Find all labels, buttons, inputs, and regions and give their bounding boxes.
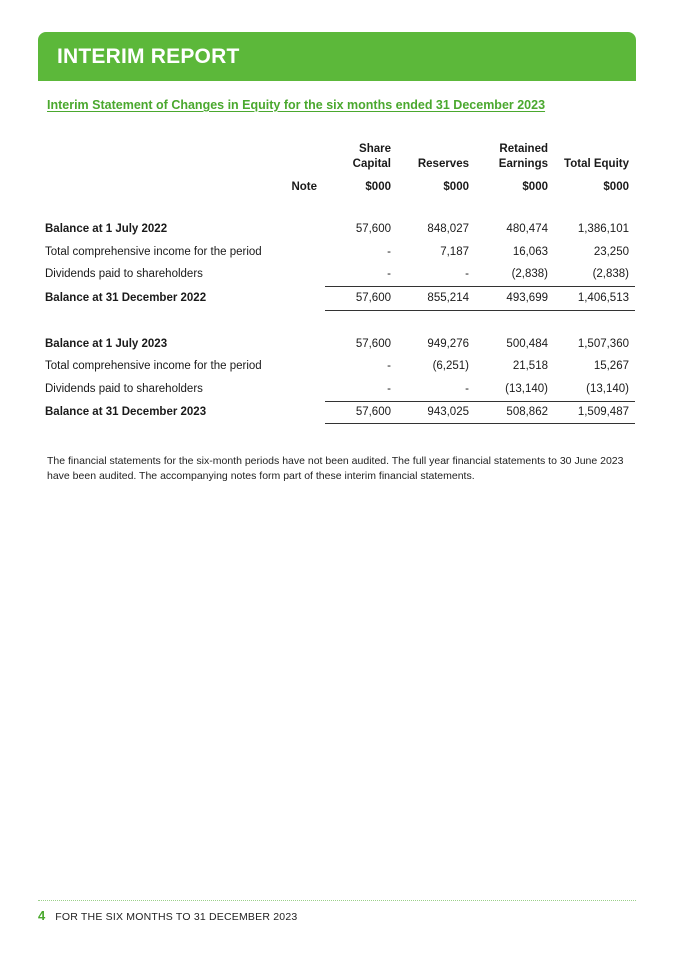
table-row [45,223,635,243]
col-share-unit: $000 [365,181,391,193]
cell-share: 57,600 [355,292,391,304]
cell-retained: 480,474 [506,223,548,235]
table-row [45,292,635,312]
table-row [45,246,635,266]
cell-reserves: 943,025 [427,406,469,418]
cell-total: 1,507,360 [577,338,629,350]
col-share-line1: Share [359,143,391,155]
row-label: Dividends paid to shareholders [45,268,203,280]
cell-share: - [387,268,391,280]
footnote: The financial statements for the six-month periods have not been audited. The full year financial statements to 30 June 2023 have been audited. The accompanying notes form part of these interim financial statements. [47,455,624,482]
cell-retained: 500,484 [506,338,548,350]
cell-total: 1,509,487 [577,406,629,418]
row-label: Total comprehensive income for the period [45,246,262,258]
cell-share: 57,600 [355,223,391,235]
table-row [45,268,635,288]
page-footer [38,908,297,923]
col-total-unit: $000 [603,181,629,193]
cell-reserves: - [465,383,469,395]
col-share-line2: Capital [352,158,391,170]
cell-total: (13,140) [586,383,629,395]
page-number: 4 [38,908,46,923]
col-retained-line1: Retained [499,143,548,155]
table-row [45,360,635,380]
col-note: Note [291,181,317,193]
row-label: Balance at 1 July 2023 [45,338,168,350]
report-banner [38,32,636,81]
total-rule [325,423,635,424]
row-label: Dividends paid to shareholders [45,383,203,395]
row-label: Balance at 31 December 2023 [45,406,207,418]
row-label: Balance at 1 July 2022 [45,223,168,235]
subtotal-rule [325,286,635,287]
cell-reserves: - [465,268,469,280]
cell-share: - [387,246,391,258]
col-total: Total Equity [564,158,629,170]
cell-reserves: 7,187 [440,246,469,258]
subtotal-rule [325,401,635,402]
cell-retained: 21,518 [512,360,548,372]
cell-reserves: 949,276 [427,338,469,350]
cell-retained: 493,699 [506,292,548,304]
cell-reserves: 848,027 [427,223,469,235]
col-retained-line2: Earnings [498,158,548,170]
col-retained-unit: $000 [522,181,548,193]
statement-title: Interim Statement of Changes in Equity for the six months ended 31 December 2023 [47,98,546,112]
cell-retained: 508,862 [506,406,548,418]
cell-total: 1,406,513 [577,292,629,304]
total-rule [325,310,635,311]
table-row [45,383,635,403]
cell-total: 1,386,101 [577,223,629,235]
row-label: Total comprehensive income for the period [45,360,262,372]
row-label: Balance at 31 December 2022 [45,292,207,304]
cell-share: 57,600 [355,338,391,350]
footer-text: FOR THE SIX MONTHS TO 31 DECEMBER 2023 [55,911,298,923]
cell-reserves: 855,214 [427,292,469,304]
cell-total: 15,267 [593,360,629,372]
cell-reserves: (6,251) [432,360,469,372]
report-title: INTERIM REPORT [57,44,240,68]
cell-share: - [387,360,391,372]
col-reserves-unit: $000 [443,181,469,193]
cell-share: 57,600 [355,406,391,418]
cell-share: - [387,383,391,395]
cell-retained: (2,838) [511,268,548,280]
footer-divider [38,900,636,901]
cell-retained: (13,140) [505,383,548,395]
table-row [45,338,635,358]
cell-total: (2,838) [592,268,629,280]
col-reserves: Reserves [417,158,469,170]
cell-total: 23,250 [593,246,629,258]
cell-retained: 16,063 [512,246,548,258]
